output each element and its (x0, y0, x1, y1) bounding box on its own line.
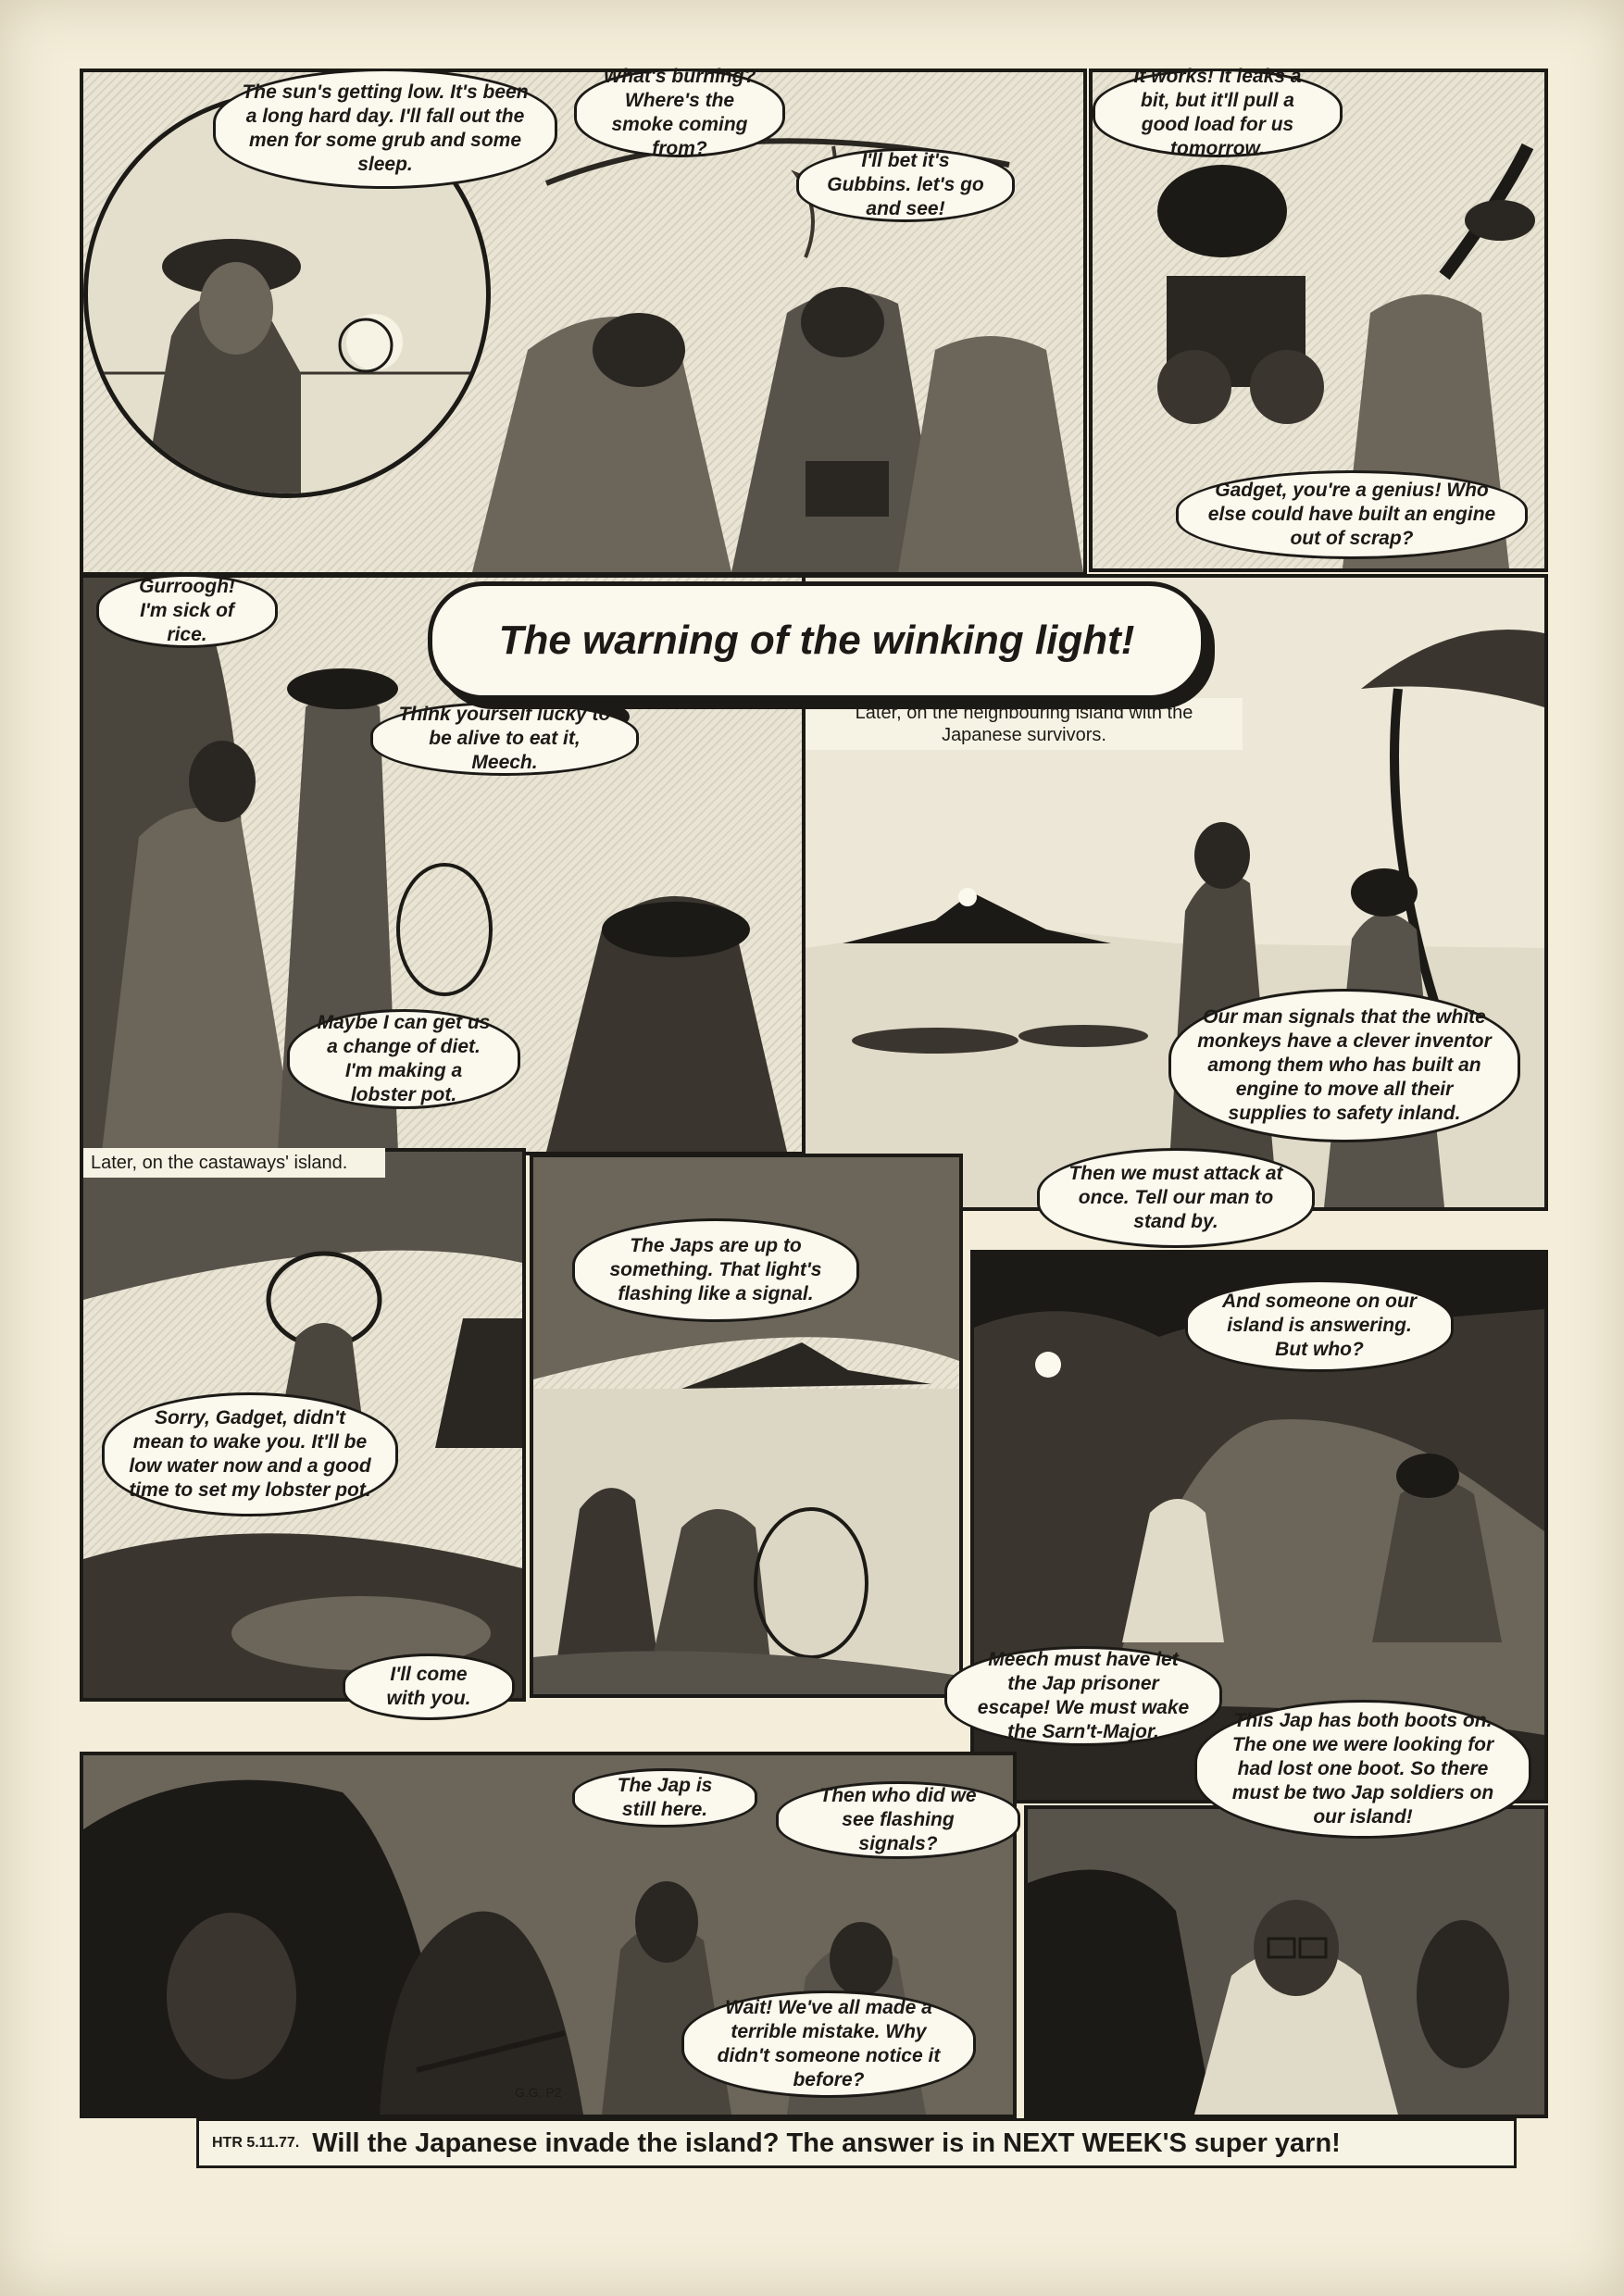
balloon-attack-at-once: Then we must attack at once. Tell our man to stand by. (1037, 1148, 1315, 1248)
balloon-sorry-gadget: Sorry, Gadget, didn't mean to wake you. It'll be low water now and a good time to set my lobster pot. (102, 1392, 398, 1516)
panel-boots (1024, 1805, 1548, 2118)
next-week-footer (196, 2118, 1517, 2168)
balloon-think-lucky: Think yourself lucky to be alive to eat it, Meech. (370, 702, 639, 776)
balloon-jap-still-here: The Jap is still here. (572, 1768, 757, 1828)
balloon-japs-up-to-something: The Japs are up to something. That light's flashing like a signal. (572, 1218, 859, 1322)
balloon-it-works: It works! It leaks a bit, but it'll pull a good load for us tomorrow. (1093, 69, 1343, 157)
balloon-whats-burning: What's burning? Where's the smoke coming from? (574, 69, 785, 157)
caption-neighbouring-island: Later, on the neighbouring island with the Japanese survivors. (806, 698, 1243, 750)
balloon-both-boots: This Jap has both boots on. The one we were looking for had lost one boot. So there must be two Jap soldiers on our island! (1194, 1700, 1531, 1839)
balloon-lobster-pot: Maybe I can get us a change of diet. I'm making a lobster pot. (287, 1009, 520, 1109)
balloon-terrible-mistake: Wait! We've all made a terrible mistake. Why didn't someone notice it before? (681, 1990, 976, 2098)
balloon-sun-getting-low: The sun's getting low. It's been a long hard day. I'll fall out the men for some grub and some sleep. (213, 69, 557, 189)
story-title-banner (428, 581, 1206, 700)
balloon-gurroogh: Gurroogh! I'm sick of rice. (96, 574, 278, 648)
balloon-gubbins: I'll bet it's Gubbins. let's go and see! (796, 148, 1015, 222)
balloon-meech-escape: Meech must have let the Jap prisoner escape! We must wake the Sarn't-Major. (944, 1646, 1222, 1746)
artist-signature: G.G. P2 (515, 2085, 562, 2100)
balloon-someone-answering: And someone on our island is answering. But who? (1185, 1279, 1454, 1372)
balloon-our-man-signals: Our man signals that the white monkeys have a clever inventor among them who has built an engine to move all their supplies to safety inland. (1168, 989, 1520, 1142)
balloon-gadget-genius: Gadget, you're a genius! Who else could have built an engine out of scrap? (1176, 470, 1528, 559)
next-week-teaser: Will the Japanese invade the island? The answer is in NEXT WEEK'S super yarn! (312, 2128, 1341, 2158)
story-title: The warning of the winking light! (498, 618, 1135, 663)
issue-date: HTR 5.11.77. (212, 2135, 300, 2151)
caption-castaways-island: Later, on the castaways' island. (83, 1148, 385, 1178)
balloon-who-flashing: Then who did we see flashing signals? (776, 1781, 1020, 1859)
boots-scene-art (1028, 1809, 1544, 2115)
balloon-come-with-you: I'll come with you. (343, 1653, 515, 1720)
